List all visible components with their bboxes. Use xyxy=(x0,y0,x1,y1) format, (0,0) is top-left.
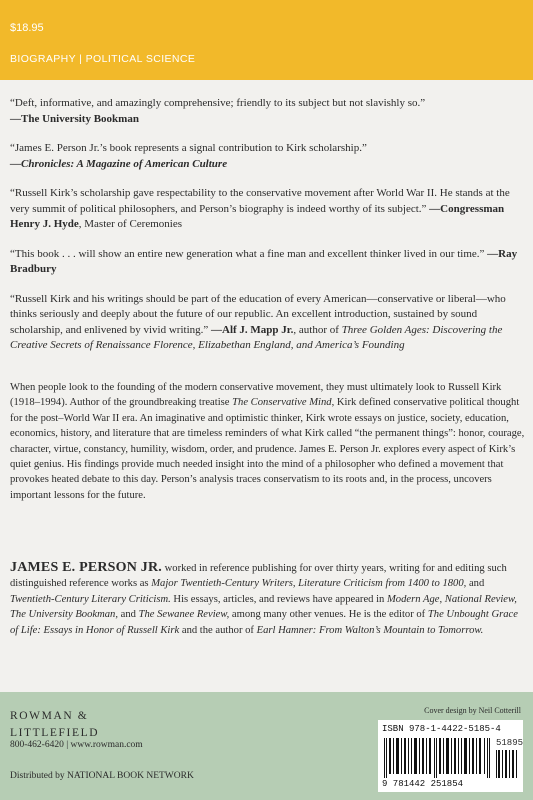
quote-text: “Deft, informative, and amazingly comprehensive; friendly to its subject but not slavishly so.” xyxy=(10,97,426,109)
price: $18.95 xyxy=(10,22,44,34)
quote-text: “Russell Kirk and his writings should be part of the education of every American—conservative or liberal—who thinks seriously and deeply about the future of our republic. An excellent introduction, sustained by sound scholarship, and enlivened by vivid writing.” xyxy=(10,292,506,336)
distributor: Distributed by NATIONAL BOOK NETWORK xyxy=(10,771,194,781)
publisher-contact: 800-462-6420 | www.rowman.com xyxy=(10,740,143,750)
top-band xyxy=(0,0,533,80)
quote-attribution: —Ray Bradbury xyxy=(10,247,518,275)
author-bio: JAMES E. PERSON JR. worked in reference publishing for over thirty years, writing for and editing such distinguished reference works as Major Twentieth-Century Writers, Literature Criticism from 1400 to 1800, and Twentieth-Century Literary Criticism. His essays, articles, and reviews have appeared in Modern Age, National Review, The University Bookman, and The Sewanee Review, among many other venues. He is the editor of The Unbought Grace of Life: Essays in Honor of Russell Kirk and the author of Earl Hamner: From Walton’s Mountain to Tomorrow. xyxy=(10,560,518,636)
quote-text: “This book . . . will show an entire new generation what a fine man and excellent thinker lived in our time.” xyxy=(10,247,485,260)
quote-attribution-work: Three Golden Ages: Discovering the Creative Secrets of Renaissance Florence, Elizabethan England, and America’s Founding xyxy=(10,323,503,351)
price-code: 51895 xyxy=(496,738,524,748)
quote-4 xyxy=(10,247,525,278)
author-name: JAMES E. PERSON JR. xyxy=(10,560,162,575)
bottom-band xyxy=(0,692,533,800)
quote-text: “Russell Kirk’s scholarship gave respectability to the conservative movement after World War II. He stands at the very summit of political philosophers, and Person’s biography is indeed worthy of its subject.” xyxy=(10,187,510,215)
price-barcode-bars xyxy=(496,750,518,778)
category-label: BIOGRAPHY | POLITICAL SCIENCE xyxy=(10,53,196,65)
quote-text: “James E. Person Jr.’s book represents a signal contribution to Kirk scholarship.” xyxy=(10,142,367,154)
quote-1 xyxy=(10,96,525,127)
cover-design-credit: Cover design by Neil Cotterill xyxy=(424,706,521,715)
barcode xyxy=(378,720,523,792)
book-description: When people look to the founding of the modern conservative movement, they must ultimately look to Russell Kirk (1918–1994). Author of the groundbreaking treatise The Conservative Mind, Kirk defined conservative political thought for the post–World War II era. An imaginative and optimistic thinker, Kirk wrote essays on justice, society, education, economics, history, and literature that are timeless reminders of what Kirk called “the permanent things”: honor, courage, character, virtue, constancy, humility, wisdom, order, and prudence. James E. Person Jr. explores every aspect of Kirk’s quiet genius. His findings provide much needed insight into the mind of a philosopher who defined a movement that provokes heated debate to this day. Person’s analysis traces conservatism to its roots and, in the process, uncovers important lessons for the future. xyxy=(10,382,525,501)
isbn-number: ISBN 978-1-4422-5185-4 xyxy=(382,724,501,734)
publisher-logo: ROWMAN & LITTLEFIELD xyxy=(10,710,100,739)
quote-3 xyxy=(10,186,525,233)
quote-attribution: —The University Bookman xyxy=(10,112,139,125)
quote-attribution-role: , Master of Ceremonies xyxy=(78,218,182,230)
quote-5 xyxy=(10,292,525,354)
endorsements xyxy=(10,96,525,368)
quote-attribution-role: , author of xyxy=(293,323,342,336)
ean-number: 9 781442 251854 xyxy=(382,779,464,789)
quote-2 xyxy=(10,141,525,172)
quote-attribution: —Congressman Henry J. Hyde xyxy=(10,202,505,230)
work-title: The Conservative Mind xyxy=(232,397,332,409)
quote-attribution: —Chronicles: A Magazine of American Culture xyxy=(10,157,228,170)
barcode-bars xyxy=(384,738,492,778)
quote-attribution: —Alf J. Mapp Jr. xyxy=(211,323,294,336)
